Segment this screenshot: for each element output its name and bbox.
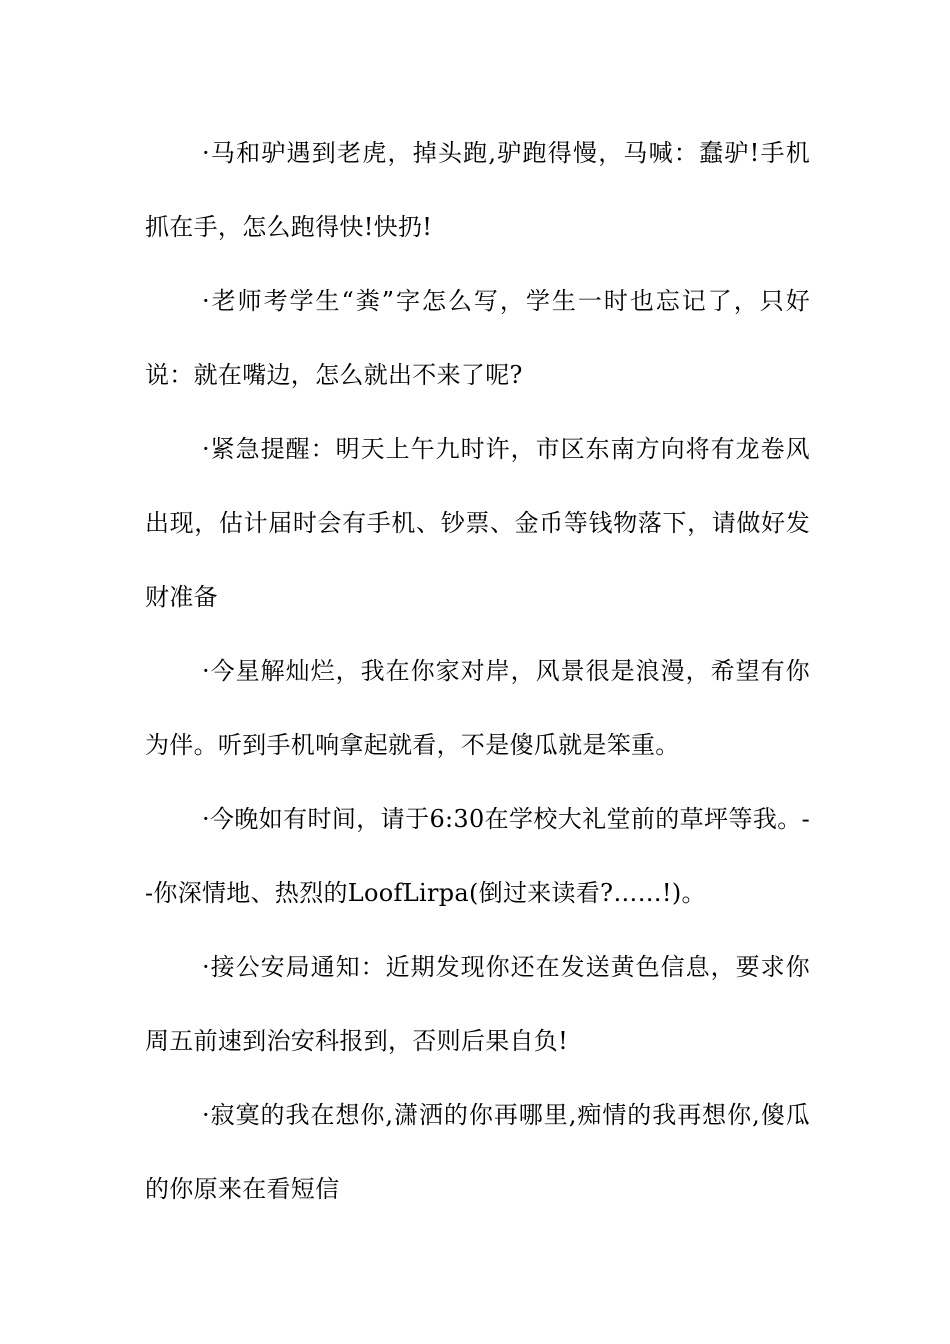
paragraph-tornado-alert-joke: ·紧急提醒：明天上午九时许，市区东南方向将有龙卷风出现，估计届时会有手机、钞票、金币等钱物落下，请做好发财准备 <box>145 435 810 611</box>
paragraph-horse-donkey-joke: ·马和驴遇到老虎，掉头跑,驴跑得慢，马喊：蠢驴!手机抓在手，怎么跑得快!快扔! <box>145 139 810 241</box>
paragraph-teacher-student-joke: ·老师考学生“粪”字怎么写，学生一时也忘记了，只好说：就在嘴边，怎么就出不来了呢? <box>145 287 810 389</box>
paragraph-lonely-sms-joke: ·寂寞的我在想你,潇洒的你再哪里,痴情的我再想你,傻瓜的你原来在看短信 <box>145 1101 810 1203</box>
paragraph-lawn-meeting-joke: ·今晚如有时间，请于6:30在学校大礼堂前的草坪等我。--你深情地、热烈的LoofLirpa(倒过来读看?……!)。 <box>145 805 810 907</box>
paragraph-starry-night-joke: ·今星解灿烂，我在你家对岸，风景很是浪漫，希望有你为伴。听到手机响拿起就看，不是傻瓜就是笨重。 <box>145 657 810 759</box>
paragraph-police-notice-joke: ·接公安局通知：近期发现你还在发送黄色信息，要求你周五前速到治安科报到，否则后果自负! <box>145 953 810 1055</box>
